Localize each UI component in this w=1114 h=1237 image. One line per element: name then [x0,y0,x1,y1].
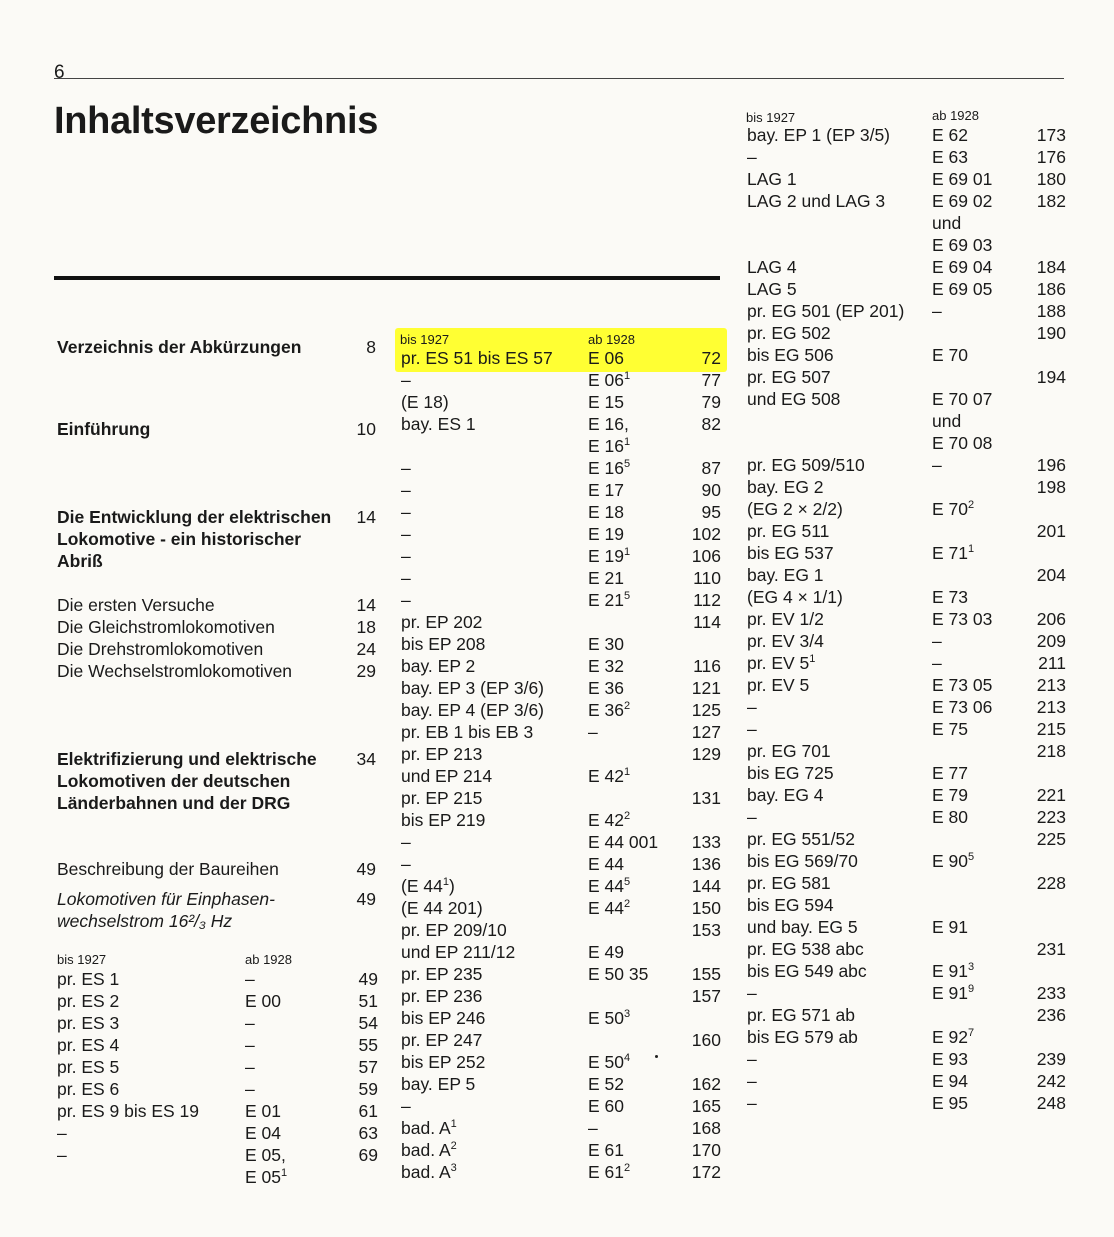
page-ref: 215 [1036,719,1066,739]
old-designation: bay. ES 1 [401,414,476,434]
old-designation: bis EG 569/70 [747,851,858,871]
page-ref: 213 [1036,675,1066,695]
new-designation: E 17 [588,480,624,500]
old-designation: bay. EP 5 [401,1074,476,1094]
page-ref: 51 [358,991,378,1011]
toc-entry-title: Die Entwicklung der elektrischen Lokomotive - ein historischer Abriß [57,507,332,571]
page-ref: 57 [358,1057,378,1077]
page-ref: 129 [691,744,721,764]
old-designation: pr. EG 509/510 [747,455,865,475]
toc-entry-page: 10 [356,419,376,439]
old-designation: – [401,854,411,874]
old-designation: – [401,370,411,390]
new-designation: E 16, [588,414,629,434]
old-designation: pr. EG 502 [747,323,831,343]
old-designation: LAG 1 [747,169,797,189]
old-designation: – [401,502,411,522]
old-designation: LAG 5 [747,279,797,299]
page-ref: 116 [693,656,721,676]
old-designation: pr. EP 209/10 [401,920,507,940]
old-designation: (E $44^1$) [401,876,455,896]
new-designation: E 94 [932,1071,968,1091]
page-ref: 180 [1036,169,1066,189]
page-ref: 150 [691,898,721,918]
old-designation: pr. ES 4 [57,1035,120,1055]
toc-entry-page: 49 [356,859,376,879]
page-ref: 90 [701,480,721,500]
new-designation: E 70 [932,345,968,365]
toc-entry-page: 24 [356,639,376,659]
old-designation: pr. EG 701 [747,741,831,761]
new-designation: E $90^5$ [932,851,975,871]
old-designation: pr. EP 236 [401,986,483,1006]
new-designation: E 77 [932,763,968,783]
new-designation: E 62 [932,125,968,145]
new-designation: und [932,411,962,431]
page-ref: 136 [691,854,721,874]
page-ref: 198 [1036,477,1066,497]
old-designation: pr. EG 551/52 [747,829,855,849]
new-designation: E $50^3$ [588,1008,631,1028]
old-designation: – [747,807,757,827]
new-designation: E 30 [588,634,624,654]
old-designation: pr. EB 1 bis EB 3 [401,722,534,742]
new-designation: E $16^5$ [588,458,631,478]
old-designation: pr. EV $5^1$ [747,653,816,673]
old-designation: – [401,1096,411,1116]
old-designation: pr. EG 501 (EP 201) [747,301,905,321]
old-designation: – [401,590,411,610]
page-ref: 133 [691,832,721,852]
page-ref: 182 [1036,191,1066,211]
page-ref: 160 [691,1030,721,1050]
old-designation: – [57,1145,67,1165]
page-ref: 170 [691,1140,721,1160]
toc-entry-title: Elektrifizierung und elektrische Lokomotiven der deutschen Länderbahnen und der DRG [57,749,317,813]
old-designation: LAG 4 [747,257,797,277]
page-ref: 59 [358,1079,378,1099]
old-designation: bis EG 579 ab [747,1027,858,1047]
new-designation: – [932,455,942,475]
new-designation: E 04 [245,1123,281,1143]
new-designation: E $91^3$ [932,961,975,981]
new-designation: – [245,969,255,989]
old-designation: – [747,719,757,739]
page-ref: 225 [1036,829,1066,849]
col3-header-1927: bis 1927 [746,110,796,125]
old-designation: (E 18) [401,392,449,412]
old-designation: pr. EV 3/4 [747,631,824,651]
page-ref: 87 [701,458,721,478]
old-designation: – [747,1093,757,1113]
new-designation: E 50 35 [588,964,649,984]
new-designation: und [932,213,962,233]
old-designation: bay. EG 2 [747,477,824,497]
page-ref: 236 [1036,1005,1066,1025]
new-designation: E 91 [932,917,968,937]
new-designation: – [588,1118,598,1138]
page-ref: 114 [693,612,721,632]
page-ref: 106 [691,546,721,566]
new-designation: E 21 [588,568,624,588]
page-ref: 168 [691,1118,721,1138]
old-designation: pr. EP 202 [401,612,483,632]
new-designation: E 73 03 [932,609,993,629]
page-ref: 223 [1036,807,1066,827]
old-designation: pr. ES 1 [57,969,120,989]
new-designation: E 69 04 [932,257,993,277]
new-designation: E $16^1$ [588,436,631,456]
new-designation: E 36 [588,678,624,698]
page-ref: 188 [1036,301,1066,321]
page-ref: 77 [701,370,721,390]
new-designation: E 61 [588,1140,624,1160]
toc-entry-title: Verzeichnis der Abkürzungen [57,337,302,357]
top-rule [54,78,1064,79]
new-designation: E 06 [588,348,624,368]
old-designation: bis EP 252 [401,1052,486,1072]
page-ref: 131 [691,788,721,808]
old-designation: – [401,524,411,544]
old-designation: bay. EG 1 [747,565,824,585]
old-designation: pr. EP 215 [401,788,483,808]
old-designation: – [401,832,411,852]
new-designation: E $05^1$ [245,1167,288,1187]
old-designation: pr. EV 1/2 [747,609,824,629]
new-designation: – [588,722,598,742]
old-designation: bad. $A^3$ [401,1162,457,1182]
old-designation: pr. EG 538 abc [747,939,864,959]
col2-header-1928: ab 1928 [588,332,635,347]
old-designation: bad. $A^2$ [401,1140,457,1160]
old-designation: und bay. EG 5 [747,917,858,937]
page-ref: 79 [701,392,721,412]
new-designation: E $92^7$ [932,1027,975,1047]
old-designation: (EG 2 × 2/2) [747,499,843,519]
old-designation: pr. EG 571 ab [747,1005,855,1025]
page-ref: 190 [1036,323,1066,343]
new-designation: E 95 [932,1093,968,1113]
new-designation: E $70^2$ [932,499,975,519]
toc-entry-page: 14 [356,595,376,615]
toc-entry-page: 49 [356,889,376,909]
new-designation: E 63 [932,147,968,167]
page-ref: 239 [1036,1049,1066,1069]
new-designation: E 05, [245,1145,286,1165]
new-designation: E 44 001 [588,832,659,852]
page-ref: 54 [358,1013,378,1033]
old-designation: – [747,983,757,1003]
page-ref: 228 [1036,873,1066,893]
new-designation: – [932,631,942,651]
page-ref: 248 [1036,1093,1066,1113]
old-designation: pr. ES 6 [57,1079,120,1099]
old-designation: bad. $A^1$ [401,1118,457,1138]
page-ref: 204 [1036,565,1066,585]
page-ref: 155 [691,964,721,984]
old-designation: bay. EG 4 [747,785,824,805]
new-designation: E 44 [588,854,624,874]
old-designation: pr. ES 9 bis ES 19 [57,1101,200,1121]
page-ref: 63 [358,1123,378,1143]
old-designation: und EG 508 [747,389,841,409]
old-designation: (E 44 201) [401,898,483,918]
toc-entry-title: Die ersten Versuche [57,595,215,615]
old-designation: pr. ES 51 bis ES 57 [401,348,553,368]
new-designation: – [245,1013,255,1033]
page-ref: 221 [1036,785,1066,805]
page-ref: 201 [1036,521,1066,541]
toc-entry-page: 34 [356,749,376,769]
page-ref: 55 [358,1035,378,1055]
toc-entry-page: 8 [366,337,376,357]
page-ref: 110 [693,568,721,588]
new-designation: E 73 05 [932,675,993,695]
old-designation: pr. EP 247 [401,1030,483,1050]
new-designation: E $21^5$ [588,590,631,610]
toc-entry-title: Die Gleichstromlokomotiven [57,617,275,637]
page-ref: 49 [358,969,378,989]
page-ref: 206 [1036,609,1066,629]
old-designation: bis EG 549 abc [747,961,867,981]
old-designation: – [747,1049,757,1069]
new-designation: E 60 [588,1096,624,1116]
new-designation: E $91^9$ [932,983,975,1003]
stray-dot [655,1055,658,1058]
new-designation: E 73 [932,587,968,607]
old-designation: bis EG 594 [747,895,834,915]
toc-entry-title: Einführung [57,419,151,439]
toc-entry-title: Lokomotiven für Einphasen-wechselstrom 16²/₃ Hz [57,889,275,931]
page-ref: 72 [701,348,721,368]
new-designation: E 52 [588,1074,624,1094]
new-designation: E 32 [588,656,624,676]
new-designation: E 69 01 [932,169,993,189]
col1-header-1927: bis 1927 [57,952,107,967]
old-designation: bay. EP 2 [401,656,476,676]
col3-header-1928: ab 1928 [932,108,979,123]
page-ref: 82 [701,414,721,434]
old-designation: bay. EP 3 (EP 3/6) [401,678,544,698]
page-ref: 157 [691,986,721,1006]
new-designation: E 80 [932,807,968,827]
old-designation: bis EG 537 [747,543,834,563]
old-designation: pr. ES 5 [57,1057,120,1077]
page-ref: 172 [691,1162,721,1182]
page-ref: 184 [1036,257,1066,277]
page-ref: 125 [691,700,721,720]
old-designation: pr. EV 5 [747,675,810,695]
page-ref: 209 [1036,631,1066,651]
new-designation: E $19^1$ [588,546,631,566]
page-ref: 173 [1036,125,1066,145]
new-designation: E 73 06 [932,697,993,717]
new-designation: E $06^1$ [588,370,631,390]
toc-entry-title: Beschreibung der Baureihen [57,859,279,879]
new-designation: E 69 03 [932,235,993,255]
page-ref: 176 [1036,147,1066,167]
page-number: 6 [54,62,65,83]
old-designation: – [747,697,757,717]
old-designation: pr. EP 213 [401,744,483,764]
old-designation: pr. EG 581 [747,873,831,893]
old-designation: bis EP 208 [401,634,486,654]
page-title: Inhaltsverzeichnis [54,100,379,142]
page-ref: 196 [1036,455,1066,475]
page-ref: 112 [693,590,721,610]
col1-header-1928: ab 1928 [245,952,292,967]
page-ref: 231 [1036,939,1066,959]
old-designation: bis EP 246 [401,1008,486,1028]
page-ref: 165 [691,1096,721,1116]
page-ref: 194 [1036,367,1066,387]
new-designation: E $36^2$ [588,700,631,720]
old-designation: bis EP 219 [401,810,486,830]
old-designation: pr. EP 235 [401,964,483,984]
heavy-rule [54,276,720,280]
toc-entry-page: 29 [356,661,376,681]
old-designation: bay. EP 4 (EP 3/6) [401,700,544,720]
page-ref: 127 [691,722,721,742]
new-designation: – [932,653,942,673]
page-ref: 61 [358,1101,378,1121]
page-ref: 102 [691,524,721,544]
new-designation: E $42^1$ [588,766,631,786]
page-ref: 213 [1036,697,1066,717]
new-designation: E 75 [932,719,968,739]
page-ref: 233 [1036,983,1066,1003]
new-designation: E $50^4$ [588,1052,631,1072]
old-designation: – [747,1071,757,1091]
new-designation: – [245,1035,255,1055]
new-designation: E $71^1$ [932,543,975,563]
page-ref: 242 [1036,1071,1066,1091]
new-designation: – [932,301,942,321]
old-designation: (EG 4 × 1/1) [747,587,843,607]
old-designation: – [401,568,411,588]
new-designation: E 15 [588,392,624,412]
old-designation: bis EG 725 [747,763,834,783]
col2-header-1927: bis 1927 [400,332,450,347]
new-designation: E $44^2$ [588,898,631,918]
toc-entry-title: Die Wechselstromlokomotiven [57,661,293,681]
old-designation: – [401,546,411,566]
new-designation: E 70 07 [932,389,993,409]
old-designation: pr. ES 3 [57,1013,120,1033]
new-designation: E 93 [932,1049,968,1069]
page-ref: 186 [1036,279,1066,299]
old-designation: und EP 211/12 [401,942,516,962]
new-designation: E 69 02 [932,191,993,211]
old-designation: – [401,458,411,478]
old-designation: – [401,480,411,500]
toc-entry-page: 18 [356,617,376,637]
new-designation: E 70 08 [932,433,993,453]
new-designation: E 19 [588,524,624,544]
old-designation: pr. EG 511 [747,521,830,541]
old-designation: und EP 214 [401,766,493,786]
old-designation: pr. ES 2 [57,991,120,1011]
page-ref: 69 [358,1145,378,1165]
toc-entry-page: 14 [356,507,376,527]
new-designation: E $44^5$ [588,876,631,896]
new-designation: E 49 [588,942,624,962]
new-designation: E 18 [588,502,624,522]
new-designation: E 01 [245,1101,281,1121]
page-ref: 95 [701,502,721,522]
new-designation: – [245,1057,255,1077]
old-designation: bis EG 506 [747,345,834,365]
old-designation: bay. EP 1 (EP 3/5) [747,125,890,145]
old-designation: – [57,1123,67,1143]
new-designation: – [245,1079,255,1099]
new-designation: E $61^2$ [588,1162,631,1182]
old-designation: – [747,147,757,167]
page-ref: 121 [691,678,721,698]
new-designation: E $42^2$ [588,810,631,830]
new-designation: E 69 05 [932,279,993,299]
page-ref: 211 [1038,653,1066,673]
toc-entry-title: Die Drehstromlokomotiven [57,639,264,659]
page-ref: 218 [1036,741,1066,761]
page-ref: 162 [691,1074,721,1094]
old-designation: LAG 2 und LAG 3 [747,191,886,211]
page-ref: 144 [691,876,721,896]
page-ref: 153 [691,920,721,940]
old-designation: pr. EG 507 [747,367,831,387]
new-designation: E 79 [932,785,968,805]
new-designation: E 00 [245,991,281,1011]
